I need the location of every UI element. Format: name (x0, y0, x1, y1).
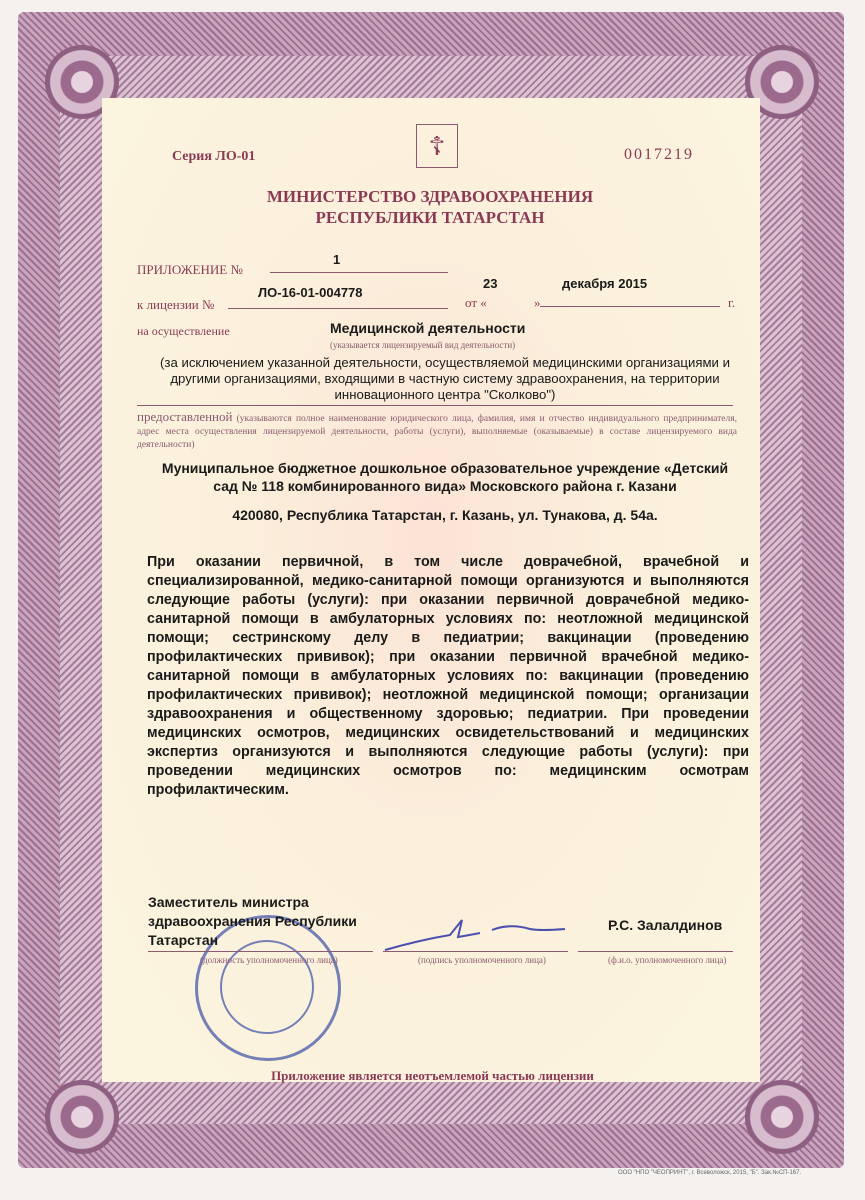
activity-label: на осуществление (137, 324, 230, 338)
ministry-line: МИНИСТЕРСТВО ЗДРАВООХРАНЕНИЯ (266, 187, 594, 206)
licensed-works: При оказании первичной, в том числе доврачебной, врачебной и специализированной, медико-санитарной помощи организуются и выполняются следующие работы (услуги): при оказании первичной доврачебной медико-санитарной помощи в амбулаторных условиях по: неотложной медицинской помощи; сестринскому делу в педиатрии; вакцинации (проведению профилактических прививок); при оказании первичной врачебной медико-санитарной помощи в амбулаторных условиях по: вакцинации (проведению профилактических прививок); неотложной медицинской помощи; организации здравоохранения и общественному здоровью; педиатрии. При проведении медицинских осмотров, медицинских освидетельствований и медицинских экспертиз организуются и выполняются следующие работы (услуги): при проведении медицинских осмотров по: медицинским осмотрам профилактическим. (147, 554, 749, 798)
from-label: от « (465, 295, 487, 310)
ministry-title (180, 186, 680, 228)
signer-position-line: Заместитель министра (148, 894, 309, 910)
organization-address: 420080, Республика Татарстан, г. Казань, ул. Тунакова, д. 54а. (232, 507, 658, 523)
form-number: 0017219 (624, 146, 694, 163)
granted-hint-block (137, 410, 737, 452)
appendix-label: ПРИЛОЖЕНИЕ № (137, 262, 243, 277)
signer-position-line: здравоохранения Республики (148, 913, 357, 929)
signer-position (148, 893, 357, 950)
ministry-line: РЕСПУБЛИКИ ТАТАРСТАН (315, 208, 545, 227)
handwritten-signature (380, 915, 570, 955)
signer-name: Р.С. Залалдинов (608, 917, 723, 933)
license-day: 23 (483, 276, 498, 291)
activity-hint: (указывается лицензируемый вид деятельности) (330, 340, 516, 350)
activity-title: Медицинской деятельности (330, 320, 526, 336)
appendix-number: 1 (333, 252, 341, 267)
series-label: Серия ЛО-01 (172, 149, 256, 164)
organization-name: Муниципальное бюджетное дошкольное образовательное учреждение «Детский сад № 118 комбинированного вида» Московского района г. Казани (161, 460, 729, 494)
signer-position-line: Татарстан (148, 932, 219, 948)
year-suffix: г. (728, 295, 736, 310)
coat-of-arms-icon: ☦ (416, 124, 458, 168)
granted-label: предоставленной (137, 409, 233, 424)
name-hint: (ф.и.о. уполномоченного лица) (608, 955, 727, 965)
license-month-year: декабря 2015 (562, 276, 648, 291)
corner-ornament (745, 1080, 819, 1154)
footer-note: Приложение является неотъемлемой частью лицензии (271, 1068, 594, 1083)
granted-hint: (указываются полное наименование юридического лица, фамилия, имя и отчество индивидуального предпринимателя, адрес места осуществления лицензируемой деятельности, работы (услуги), выполняемые (оказываемые) в составе лицензируемого вида деятельности) (137, 414, 738, 450)
activity-detail: (за исключением указанной деятельности, осуществляемой медицинскими организациями и другими организациями, входящими в частную систему здравоохранения, на территории инновационного центра "Сколково") (160, 355, 730, 402)
corner-ornament (45, 1080, 119, 1154)
license-number: ЛО-16-01-004778 (258, 285, 363, 300)
position-hint: (должность уполномоченного лица) (200, 955, 338, 965)
from-quote: » (534, 295, 541, 310)
license-label: к лицензии № (137, 297, 215, 312)
printer-info: ООО "НПО "ЧЕОПРИНТ", г. Всеволожск, 2015, "Б". Зак.№СП-167. (618, 1170, 802, 1176)
signature-hint: (подпись уполномоченного лица) (418, 955, 546, 965)
